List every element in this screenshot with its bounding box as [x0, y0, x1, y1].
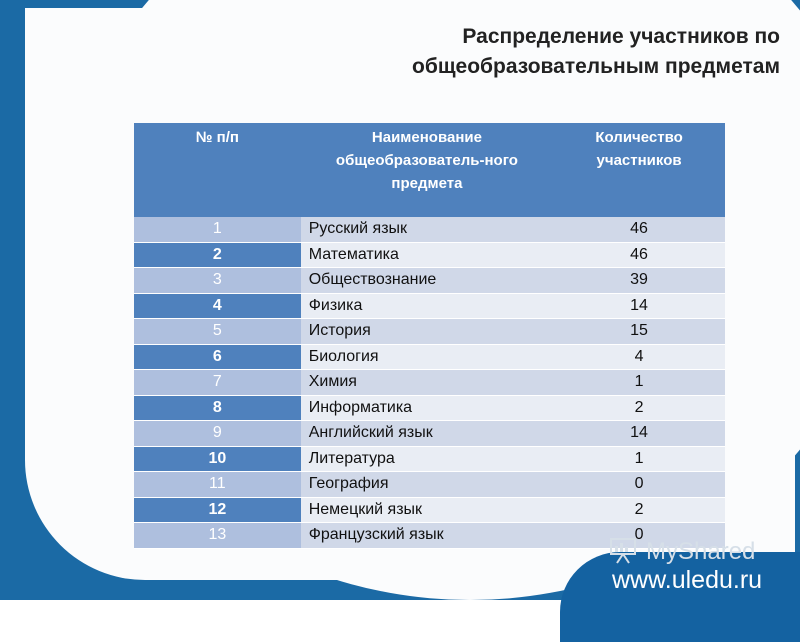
row-num: 8 — [134, 395, 301, 421]
row-subject: История — [301, 319, 553, 345]
row-subject: Немецкий язык — [301, 497, 553, 523]
row-count: 15 — [553, 319, 725, 345]
table-row — [134, 497, 725, 523]
row-subject: Русский язык — [301, 217, 553, 242]
table-row — [134, 268, 725, 294]
page-title — [360, 22, 780, 82]
row-subject: Биология — [301, 344, 553, 370]
row-num: 4 — [134, 293, 301, 319]
row-subject: География — [301, 472, 553, 498]
table-row — [134, 293, 725, 319]
row-num: 3 — [134, 268, 301, 294]
row-count: 0 — [553, 523, 725, 549]
table-row — [134, 242, 725, 268]
header-count: Количество участников — [553, 123, 725, 217]
row-count: 2 — [553, 497, 725, 523]
row-subject: Английский язык — [301, 421, 553, 447]
table-header-row — [134, 123, 725, 217]
row-count: 46 — [553, 217, 725, 242]
table-row — [134, 472, 725, 498]
header-subject: Наименование общеобразователь-ного предмета — [301, 123, 553, 217]
table-row — [134, 370, 725, 396]
row-num: 1 — [134, 217, 301, 242]
title-line-1: Распределение участников по — [462, 25, 780, 48]
row-subject: Литература — [301, 446, 553, 472]
participants-table — [134, 123, 725, 549]
table-row — [134, 395, 725, 421]
row-num: 6 — [134, 344, 301, 370]
row-num: 9 — [134, 421, 301, 447]
row-num: 11 — [134, 472, 301, 498]
row-subject: Химия — [301, 370, 553, 396]
row-subject: Физика — [301, 293, 553, 319]
table-row — [134, 446, 725, 472]
row-num: 10 — [134, 446, 301, 472]
row-count: 2 — [553, 395, 725, 421]
row-count: 39 — [553, 268, 725, 294]
row-count: 0 — [553, 472, 725, 498]
row-count: 14 — [553, 421, 725, 447]
row-num: 5 — [134, 319, 301, 345]
row-subject: Французский язык — [301, 523, 553, 549]
row-num: 7 — [134, 370, 301, 396]
row-count: 46 — [553, 242, 725, 268]
site-url[interactable]: www.uledu.ru — [612, 566, 763, 594]
row-subject: Математика — [301, 242, 553, 268]
row-num: 12 — [134, 497, 301, 523]
row-count: 1 — [553, 446, 725, 472]
watermark-text: MyShared — [646, 538, 756, 565]
row-count: 14 — [553, 293, 725, 319]
header-num: № п/п — [134, 123, 301, 217]
title-line-2: общеобразовательным предметам — [412, 55, 780, 78]
row-count: 1 — [553, 370, 725, 396]
table-row — [134, 344, 725, 370]
row-subject: Информатика — [301, 395, 553, 421]
table-row — [134, 421, 725, 447]
table-row — [134, 217, 725, 242]
row-num: 13 — [134, 523, 301, 549]
table-row — [134, 319, 725, 345]
row-subject: Обществознание — [301, 268, 553, 294]
row-count: 4 — [553, 344, 725, 370]
row-num: 2 — [134, 242, 301, 268]
table-body — [134, 217, 725, 548]
